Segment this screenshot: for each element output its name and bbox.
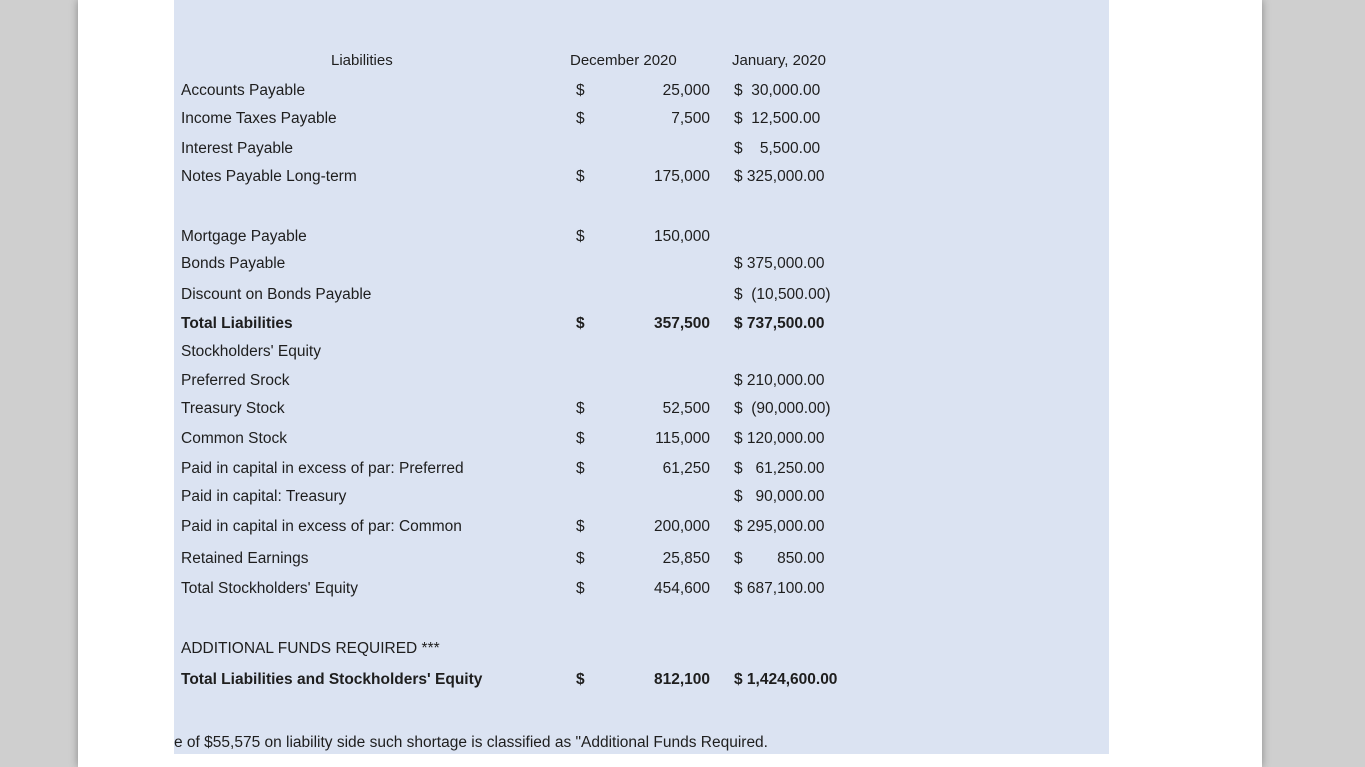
row-label: Total Liabilities and Stockholders' Equity — [181, 671, 483, 688]
table-row — [174, 671, 1109, 693]
december-value: 52,500 — [662, 400, 710, 417]
currency-sign: $ — [576, 228, 585, 245]
december-value: 200,000 — [653, 518, 710, 535]
table-row — [174, 110, 1109, 132]
december-value: 7,500 — [671, 110, 710, 127]
january-value: $ 375,000.00 — [734, 255, 825, 272]
table-row — [174, 460, 1109, 482]
january-value: $ 325,000.00 — [734, 168, 825, 185]
currency-sign: $ — [576, 430, 585, 447]
currency-sign: $ — [576, 110, 585, 127]
row-label: Paid in capital: Treasury — [181, 488, 347, 505]
table-row — [174, 400, 1109, 422]
column-header-january-2020: January, 2020 — [732, 52, 826, 69]
row-label: Accounts Payable — [181, 82, 306, 99]
january-value: $ 210,000.00 — [734, 372, 825, 389]
table-row — [174, 640, 1109, 662]
table-row — [174, 315, 1109, 337]
spreadsheet-region — [174, 0, 1109, 754]
currency-sign: $ — [576, 460, 585, 477]
row-label: Preferred Srock — [181, 372, 290, 389]
january-value: $ 295,000.00 — [734, 518, 825, 535]
january-value: $ (10,500.00) — [734, 286, 831, 303]
currency-sign: $ — [576, 168, 585, 185]
table-row — [174, 430, 1109, 452]
january-value: $ 90,000.00 — [734, 488, 825, 505]
currency-sign: $ — [576, 400, 585, 417]
table-row — [174, 140, 1109, 162]
january-value: $ 850.00 — [734, 550, 825, 567]
row-label: Retained Earnings — [181, 550, 309, 567]
december-value: 25,000 — [662, 82, 710, 99]
table-row — [174, 372, 1109, 394]
column-header-december-2020: December 2020 — [570, 52, 677, 69]
row-label: ADDITIONAL FUNDS REQUIRED *** — [181, 640, 440, 657]
table-row — [174, 255, 1109, 277]
currency-sign: $ — [576, 518, 585, 535]
table-row — [174, 580, 1109, 602]
row-label: Common Stock — [181, 430, 287, 447]
table-row — [174, 168, 1109, 190]
december-value: 357,500 — [653, 315, 710, 332]
row-label: Income Taxes Payable — [181, 110, 337, 127]
january-value: $ 687,100.00 — [734, 580, 825, 597]
row-label: Notes Payable Long-term — [181, 168, 357, 185]
december-value: 454,600 — [653, 580, 710, 597]
table-row — [174, 488, 1109, 510]
table-row — [174, 518, 1109, 540]
december-value: 25,850 — [662, 550, 710, 567]
december-value: 115,000 — [655, 430, 710, 447]
january-value: $ 737,500.00 — [734, 315, 825, 332]
december-value: 61,250 — [662, 460, 710, 477]
footnote: e of $55,575 on liability side such shortage is classified as "Additional Funds Required. — [174, 734, 768, 751]
january-value: $ 1,424,600.00 — [734, 671, 838, 688]
currency-sign: $ — [576, 82, 585, 99]
row-label: Stockholders' Equity — [181, 343, 321, 360]
document-page — [78, 0, 1262, 767]
table-row — [174, 286, 1109, 308]
december-value: 812,100 — [653, 671, 710, 688]
january-value: $ 30,000.00 — [734, 82, 821, 99]
row-label: Discount on Bonds Payable — [181, 286, 372, 303]
currency-sign: $ — [576, 580, 585, 597]
january-value: $ 12,500.00 — [734, 110, 821, 127]
december-value: 150,000 — [653, 228, 710, 245]
row-label: Total Liabilities — [181, 315, 293, 332]
january-value: $ 120,000.00 — [734, 430, 825, 447]
currency-sign: $ — [576, 671, 585, 688]
table-row — [174, 550, 1109, 572]
row-label: Paid in capital in excess of par: Preferred — [181, 460, 464, 477]
table-row — [174, 343, 1109, 365]
row-label: Bonds Payable — [181, 255, 286, 272]
row-label: Treasury Stock — [181, 400, 285, 417]
table-row — [174, 82, 1109, 104]
january-value: $ 61,250.00 — [734, 460, 825, 477]
december-value: 175,000 — [653, 168, 710, 185]
liabilities-header: Liabilities — [331, 52, 393, 69]
row-label: Paid in capital in excess of par: Common — [181, 518, 462, 535]
row-label: Interest Payable — [181, 140, 294, 157]
january-value: $ 5,500.00 — [734, 140, 821, 157]
currency-sign: $ — [576, 315, 585, 332]
january-value: $ (90,000.00) — [734, 400, 831, 417]
row-label: Total Stockholders' Equity — [181, 580, 358, 597]
currency-sign: $ — [576, 550, 585, 567]
row-label: Mortgage Payable — [181, 228, 307, 245]
table-row — [174, 228, 1109, 250]
